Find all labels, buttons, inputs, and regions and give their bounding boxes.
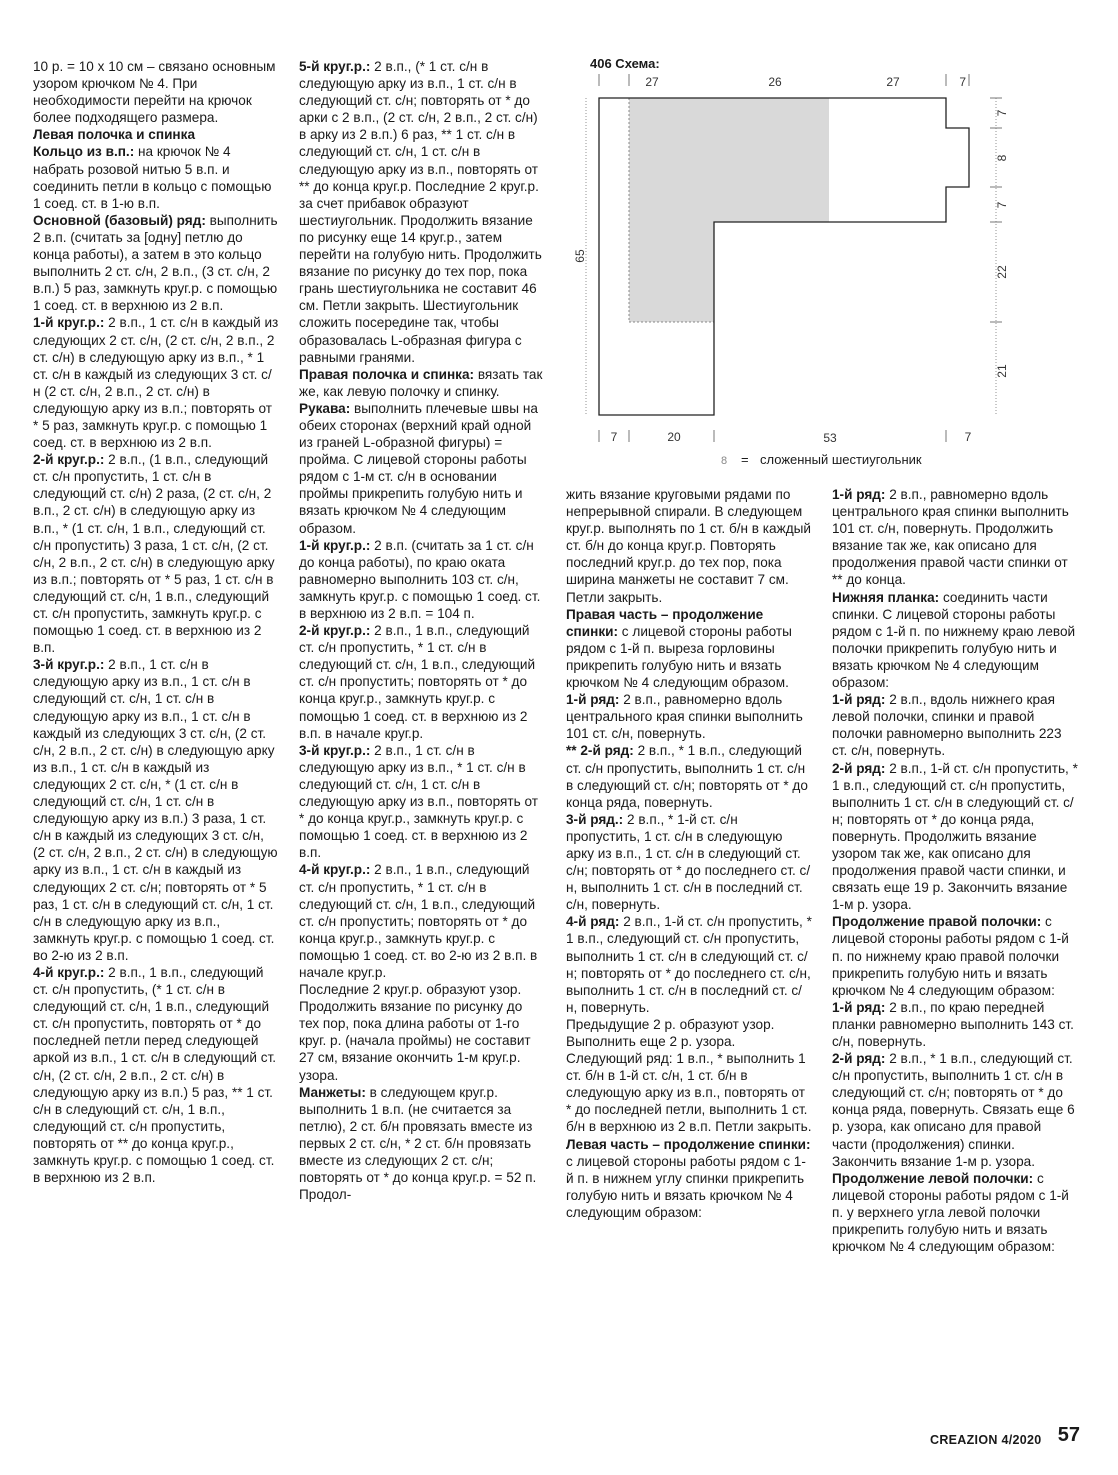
paragraph-heading: 3-й ряд.: xyxy=(566,811,624,827)
paragraph-text: 2 в.п., 1 в.п., следующий ст. с/н пропустить, (* 1 ст. с/н в следующий ст. с/н, 1 в.п., следующий ст. с/н пропустить, повторять от * до последней петли перед следующей аркой из в.п., 1 ст. с/н в следующий ст. с/н, (2 ст. с/н, 2 в.п., 2 ст. с/н) в следующую арку из в.п.) 5 раз, ** 1 ст. с/н в следующий ст. с/н, 1 в.п., следующий ст. с/н пропустить, повторять от ** до конца круг.р., замкнуть круг.р. с помощью 1 соед. ст. в верхнюю из 2 в.п. xyxy=(33,964,277,1186)
paragraph xyxy=(299,742,545,862)
paragraph-heading: 4-й круг.р.: xyxy=(33,964,105,980)
right-dim-2: 8 xyxy=(995,154,1009,162)
paragraph xyxy=(832,1170,1078,1255)
paragraph-heading: 2-й круг.р.: xyxy=(299,623,371,639)
schematic-diagram xyxy=(568,56,1038,476)
paragraph-heading: Манжеты: xyxy=(299,1084,366,1100)
paragraph xyxy=(832,1050,1078,1170)
paragraph-heading: 1-й ряд: xyxy=(832,487,886,502)
paragraph-heading: Правая часть – продолжение спинки: xyxy=(566,606,764,639)
paragraph-heading: Основной (базовый) ряд: xyxy=(33,212,206,228)
paragraph-heading: Нижняя планка: xyxy=(832,589,940,605)
paragraph-text: с лицевой стороны работы рядом с 1-й п. выреза горловины прикрепить голубую нить и вязать крючком № 4 следующим образом. xyxy=(566,623,792,691)
paragraph xyxy=(299,400,545,537)
paragraph xyxy=(566,811,812,914)
paragraph-text: 2 в.п., 1 ст. с/н в следующую арку из в.п., * 1 ст. с/н в следующий ст. с/н, 1 ст. с/н в следующую арку из в.п., повторять от * до конца круг.р., замкнуть круг.р. с помощью 1 соед. ст. в верхнюю из 2 в.п. xyxy=(299,742,538,861)
paragraph-heading: ** 2-й ряд: xyxy=(566,743,634,759)
paragraph-text: 2 в.п., (* 1 ст. с/н в следующую арку из в.п., 1 ст. с/н в следующий ст. с/н; повторять от * до арки с 2 в.п., (2 ст. с/н, 2 в.п., 2 ст. с/н) в арку из 2 в.п.) 6 раз, ** 1 ст. с/н в следующий ст. с/н, 1 ст. с/н в следующую арку из в.п., повторять от ** до конца круг.р. Последние 2 круг.р. за счет прибавок образуют шестиугольник. Продолжить вязание по рисунку еще 14 круг.р., затем перейти на голубую нить. Продолжить вязание по рисунку до тех пор, пока грань шестиугольника не составит 46 см. Петли закрыть. Шестиугольник сложить посередине так, чтобы образовалась L-образная фигура с равными гранями. xyxy=(299,59,542,365)
paragraph xyxy=(299,622,545,742)
paragraph xyxy=(566,486,812,606)
paragraph xyxy=(566,1016,812,1136)
paragraph-heading: 2-й ряд: xyxy=(832,760,886,776)
paragraph-heading: Продолжение левой полочки: xyxy=(832,1170,1034,1186)
paragraph xyxy=(33,656,279,964)
paragraph-text: 2 в.п., 1 в.п., следующий ст. с/н пропустить, * 1 ст. с/н в следующий ст. с/н, 1 в.п., следующий ст. с/н пропустить; повторять от * до конца круг.р., замкнуть круг.р. с помощью 1 соед. ст. в верхнюю из 2 в.п. в начале круг.р. xyxy=(299,623,536,741)
paragraph-text: с лицевой стороны работы рядом с 1-й п. по нижнему краю правой полочки прикрепить голубую нить и вязать крючком № 4 следующим образом: xyxy=(832,914,1069,998)
bottom-dim-3: 53 xyxy=(823,431,837,445)
magazine-name: CREAZION 4/2020 xyxy=(930,1433,1042,1447)
paragraph-text: соединить части спинки. С лицевой стороны работы рядом с 1-й п. по нижнему краю левой полочки прикрепить голубую нить и вязать крючком № 4 следующим образом: xyxy=(832,589,1076,691)
paragraph-text: 2 в.п., * 1 в.п., следующий ст. с/н пропустить, выполнить 1 ст. с/н в следующий ст. с/н; повторять от * до конца ряда, повернуть. xyxy=(566,743,808,810)
top-dim-2: 26 xyxy=(768,75,782,89)
paragraph-text: 2 в.п., * 1-й ст. с/н пропустить, 1 ст. с/н в следующую арку из в.п., 1 ст. с/н в следующий ст. с/н; повторять от * до последнего ст. с/н, выполнить 1 ст. с/н в последний ст. с/н, повернуть. xyxy=(566,811,811,913)
paragraph-heading: 3-й круг.р.: xyxy=(299,742,371,758)
paragraph-text: 2 в.п., (1 в.п., следующий ст. с/н пропустить, 1 ст. с/н в следующий ст. с/н) 2 раза, (2 ст. с/н, 2 в.п., 2 ст. с/н) в следующую арку из в.п., * (1 ст. с/н, 1 в.п., следующий ст. с/н пропустить) 3 раза, 1 ст. с/н, (2 ст. с/н, 2 в.п., 2 ст. с/н) в следующую арку из в.п.; повторять от * 5 раз, 1 ст. с/н в следующий ст. с/н, 1 в.п., следующий ст. с/н пропустить, замкнуть круг.р. с помощью 1 соед. ст. в верхнюю из 2 в.п. xyxy=(33,452,275,656)
paragraph xyxy=(566,606,812,691)
paragraph-text: Предыдущие 2 р. образуют узор. Выполнить еще 2 р. узора. Следующий ряд: 1 в.п., * выполнить 1 ст. б/н в 1-й ст. с/н, 1 ст. б/н в следующую арку из в.п., повторять от * до последней петли, выполнить 1 ст. б/н в верхнюю из 2 в.п. Петли закрыть. xyxy=(566,1016,812,1135)
paragraph-text: 2 в.п., 1 ст. с/н в следующую арку из в.п., 1 ст. с/н в следующий ст. с/н, 1 ст. с/н в следующую арку из в.п., 1 ст. с/н в каждый из следующих 3 ст. с/н, (2 ст. с/н, 2 в.п., 2 ст. с/н) в следующую арку из в.п., 1 ст. с/н в каждый из следующих 2 ст. с/н, * (1 ст. с/н в следующий ст. с/н, 1 ст. с/н в следующую арку из в.п.) 3 раза, 1 ст. с/н в каждый из следующих 3 ст. с/н, (2 ст. с/н, 2 в.п., 2 ст. с/н) в следующую арку из в.п., 1 ст. с/н в каждый из следующих 2 ст. с/н; повторять от * 5 раз, 1 ст. с/н в следующий ст. с/н, 1 ст. с/н в следующую арку из в.п., замкнуть круг.р. с помощью 1 соед. ст. во 2-ю из 2 в.п. xyxy=(33,657,278,963)
paragraph xyxy=(33,314,279,451)
right-dim-5: 21 xyxy=(995,364,1009,378)
paragraph-heading: Кольцо из в.п.: xyxy=(33,144,135,160)
paragraph-text: 2 в.п., равномерно вдоль центрального края спинки выполнить 101 ст. с/н, повернуть. Продолжить вязание так же, как описано для продолжения правой части спинки от ** до конца. xyxy=(832,487,1069,588)
paragraph-heading: 5-й круг.р.: xyxy=(299,59,371,74)
page-footer xyxy=(930,1424,1080,1454)
paragraph xyxy=(33,964,279,1186)
bottom-dim-2: 20 xyxy=(667,430,681,444)
paragraph xyxy=(832,691,1078,759)
text-column-4 xyxy=(832,486,1078,1255)
paragraph-text: 2 в.п., 1 в.п., следующий ст. с/н пропустить, * 1 ст. с/н в следующий ст. с/н, 1 в.п., следующий ст. с/н пропустить; повторять от * до конца круг.р., замкнуть круг.р. с помощью 1 соед. ст. во 2-ю из 2 в.п. в начале круг.р. xyxy=(299,862,538,980)
paragraph-text: 2 в.п. (считать за 1 ст. с/н до конца работы), по краю оката равномерно выполнить 103 ст. с/н, замкнуть круг.р. с помощью 1 соед. ст. в верхнюю из 2 в.п. = 104 п. xyxy=(299,537,541,621)
top-dim-4: 7 xyxy=(959,75,966,89)
paragraph-text: Последние 2 круг.р. образуют узор. Продолжить вязание по рисунку до тех пор, пока длина работы от 1-го круг. р. (начала проймы) не составит 27 см, вязание окончить 1-м круг.р. узора. xyxy=(299,982,531,1083)
paragraph xyxy=(299,58,545,366)
paragraph xyxy=(299,537,545,622)
paragraph-heading: 4-й круг.р.: xyxy=(299,862,371,878)
paragraph xyxy=(33,58,279,126)
paragraph xyxy=(832,913,1078,998)
shaded-region xyxy=(629,98,829,322)
paragraph-text: на крючок № 4 набрать розовой нитью 5 в.п. и соединить петли в кольцо с помощью 1 соед. ст. в 1-ю в.п. xyxy=(33,144,272,211)
paragraph-heading: 1-й круг.р.: xyxy=(299,537,371,553)
page-number: 57 xyxy=(1057,1424,1080,1446)
paragraph-text: вязать так же, как левую полочку и спинку. xyxy=(299,366,543,399)
paragraph-heading: 2-й круг.р.: xyxy=(33,452,105,468)
paragraph xyxy=(33,451,279,656)
paragraph xyxy=(299,861,545,981)
paragraph xyxy=(566,691,812,742)
paragraph-text: в следующем круг.р. выполнить 1 в.п. (не считается за петлю), 2 ст. б/н провязать вместе из первых 2 ст. с/н, * 2 ст. б/н провязать вместе из следующих 2 ст. с/н; повторять от * до конца круг.р. = 52 п. Продол- xyxy=(299,1084,537,1203)
paragraph-heading: 2-й ряд: xyxy=(832,1051,886,1067)
text-column-1 xyxy=(33,58,279,1186)
paragraph-heading: 1-й круг.р.: xyxy=(33,315,105,331)
paragraph xyxy=(832,999,1078,1050)
diagram-title: 406 Схема: xyxy=(590,56,660,71)
paragraph-heading: Продолжение правой полочки: xyxy=(832,914,1042,930)
paragraph-heading: Левая часть – продолжение спинки: xyxy=(566,1136,811,1152)
paragraph xyxy=(299,1084,545,1204)
paragraph-text: с лицевой стороны работы рядом с 1-й п. у верхнего угла левой полочки прикрепить голубую нить и вязать крючком № 4 следующим образом: xyxy=(832,1170,1069,1255)
paragraph-text: 2 в.п., * 1 в.п., следующий ст. с/н пропустить, выполнить 1 ст. с/н в следующий ст. с/н; повторять от * до конца ряда, повернуть. Связать еще 6 р. узора, как описано для правой части (продолжения) спинки. Закончить вязание 1-м р. узора. xyxy=(832,1051,1075,1169)
paragraph xyxy=(299,366,545,400)
bottom-dim-ticks xyxy=(599,430,946,442)
paragraph xyxy=(33,143,279,211)
paragraph-text: 2 в.п., 1-й ст. с/н пропустить, * 1 в.п., следующий ст. с/н пропустить, выполнить 1 ст. с/н в следующий ст. с/н; повторять от * до последнего ст. с/н, выполнить 1 ст. с/н в последний ст. с/н, повернуть. xyxy=(566,914,812,1015)
paragraph-text: 2 в.п., равномерно вдоль центрального края спинки выполнить 101 ст. с/н, повернуть. xyxy=(566,692,803,742)
legend-text: сложенный шестиугольник xyxy=(760,452,922,467)
paragraph xyxy=(566,742,812,810)
text-column-2 xyxy=(299,58,545,1203)
paragraph xyxy=(832,486,1078,589)
paragraph xyxy=(33,126,279,143)
left-dim: 65 xyxy=(573,249,587,263)
right-dim-1: 7 xyxy=(995,109,1009,117)
paragraph-heading: Левая полочка и спинка xyxy=(33,127,196,143)
right-dim-4: 22 xyxy=(995,265,1009,279)
paragraph-heading: Правая полочка и спинка: xyxy=(299,366,475,382)
top-dim-1: 27 xyxy=(645,75,659,89)
paragraph-text: 2 в.п., 1 ст. с/н в каждый из следующих 2 ст. с/н, (2 ст. с/н, 2 в.п., 2 ст. с/н) в следующую арку из в.п., * 1 ст. с/н в каждый из следующих 3 ст. с/н (2 ст. с/н, 2 в.п., 2 ст. с/н) в следующую арку из в.п.; повторять от * 5 раз, замкнуть круг.р. с помощью 1 соед. ст. в верхнюю из 2 в.п. xyxy=(33,315,279,451)
paragraph-text: с лицевой стороны работы рядом с 1-й п. в нижнем углу спинки прикрепить голубую нить и вязать крючком № 4 следующим образом: xyxy=(566,1153,806,1220)
paragraph-heading: 1-й ряд: xyxy=(832,999,886,1015)
paragraph-text: 2 в.п., вдоль нижнего края левой полочки, спинки и правой полочки равномерно выполнить 223 ст. с/н, повернуть. xyxy=(832,692,1062,759)
paragraph-text: 2 в.п., 1-й ст. с/н пропустить, * 1 в.п., следующий ст. с/н пропустить, выполнить 1 ст. с/н в следующий ст. с/н; повторять от * до конца ряда, повернуть. Продолжить вязание узором так же, как описано для продолжения правой части спинки, и связать еще 19 р. Закончить вязание 1-м р. узора. xyxy=(832,760,1078,913)
paragraph-text: выполнить плечевые швы на обеих сторонах (верхний край одной из граней L-образной фигуры) = пройма. С лицевой стороны работы рядом с 1-м ст. с/н в основании проймы прикрепить голубую нить и вязать крючком № 4 следующим образом. xyxy=(299,400,538,536)
right-dim-3: 7 xyxy=(995,201,1009,209)
paragraph-text: 10 р. = 10 х 10 см – связано основным узором крючком № 4. При необходимости перейти на крючок более подходящего размера. xyxy=(33,59,276,126)
paragraph-heading: 1-й ряд: xyxy=(832,692,886,708)
top-dim-3: 27 xyxy=(886,75,900,89)
legend-equals: = xyxy=(741,452,749,467)
paragraph-text: жить вязание круговыми рядами по непрерывной спирали. В следующем круг.р. выполнять по 1 ст. б/н в каждый ст. б/н до конца круг.р. Повторять последний круг.р. до тех пор, пока ширина манжеты не составит 7 см. Петли закрыть. xyxy=(566,487,811,605)
paragraph-text: выполнить 2 в.п. (считать за [одну] петлю до конца работы), а затем в это кольцо выполнить 2 ст. с/н, 2 в.п., (3 ст. с/н, 2 в.п.) 5 раз, замкнуть круг.р. с помощью 1 соед. ст. в верхнюю из 2 в.п. xyxy=(33,212,278,314)
bottom-dim-4: 7 xyxy=(964,430,972,444)
bottom-dim-1: 7 xyxy=(610,430,618,444)
text-column-3 xyxy=(566,486,812,1221)
paragraph-text: 2 в.п., по краю передней планки равномерно выполнить 143 ст. с/н, повернуть. xyxy=(832,999,1074,1049)
legend-symbol: 8 xyxy=(721,455,728,467)
paragraph-heading: Рукава: xyxy=(299,400,351,416)
paragraph xyxy=(566,913,812,1016)
paragraph-heading: 3-й круг.р.: xyxy=(33,657,105,673)
paragraph-heading: 1-й ряд: xyxy=(566,692,620,708)
paragraph xyxy=(832,760,1078,914)
paragraph xyxy=(832,589,1078,692)
paragraph xyxy=(566,1136,812,1221)
paragraph-heading: 4-й ряд: xyxy=(566,914,620,930)
paragraph xyxy=(33,212,279,315)
paragraph xyxy=(299,981,545,1084)
